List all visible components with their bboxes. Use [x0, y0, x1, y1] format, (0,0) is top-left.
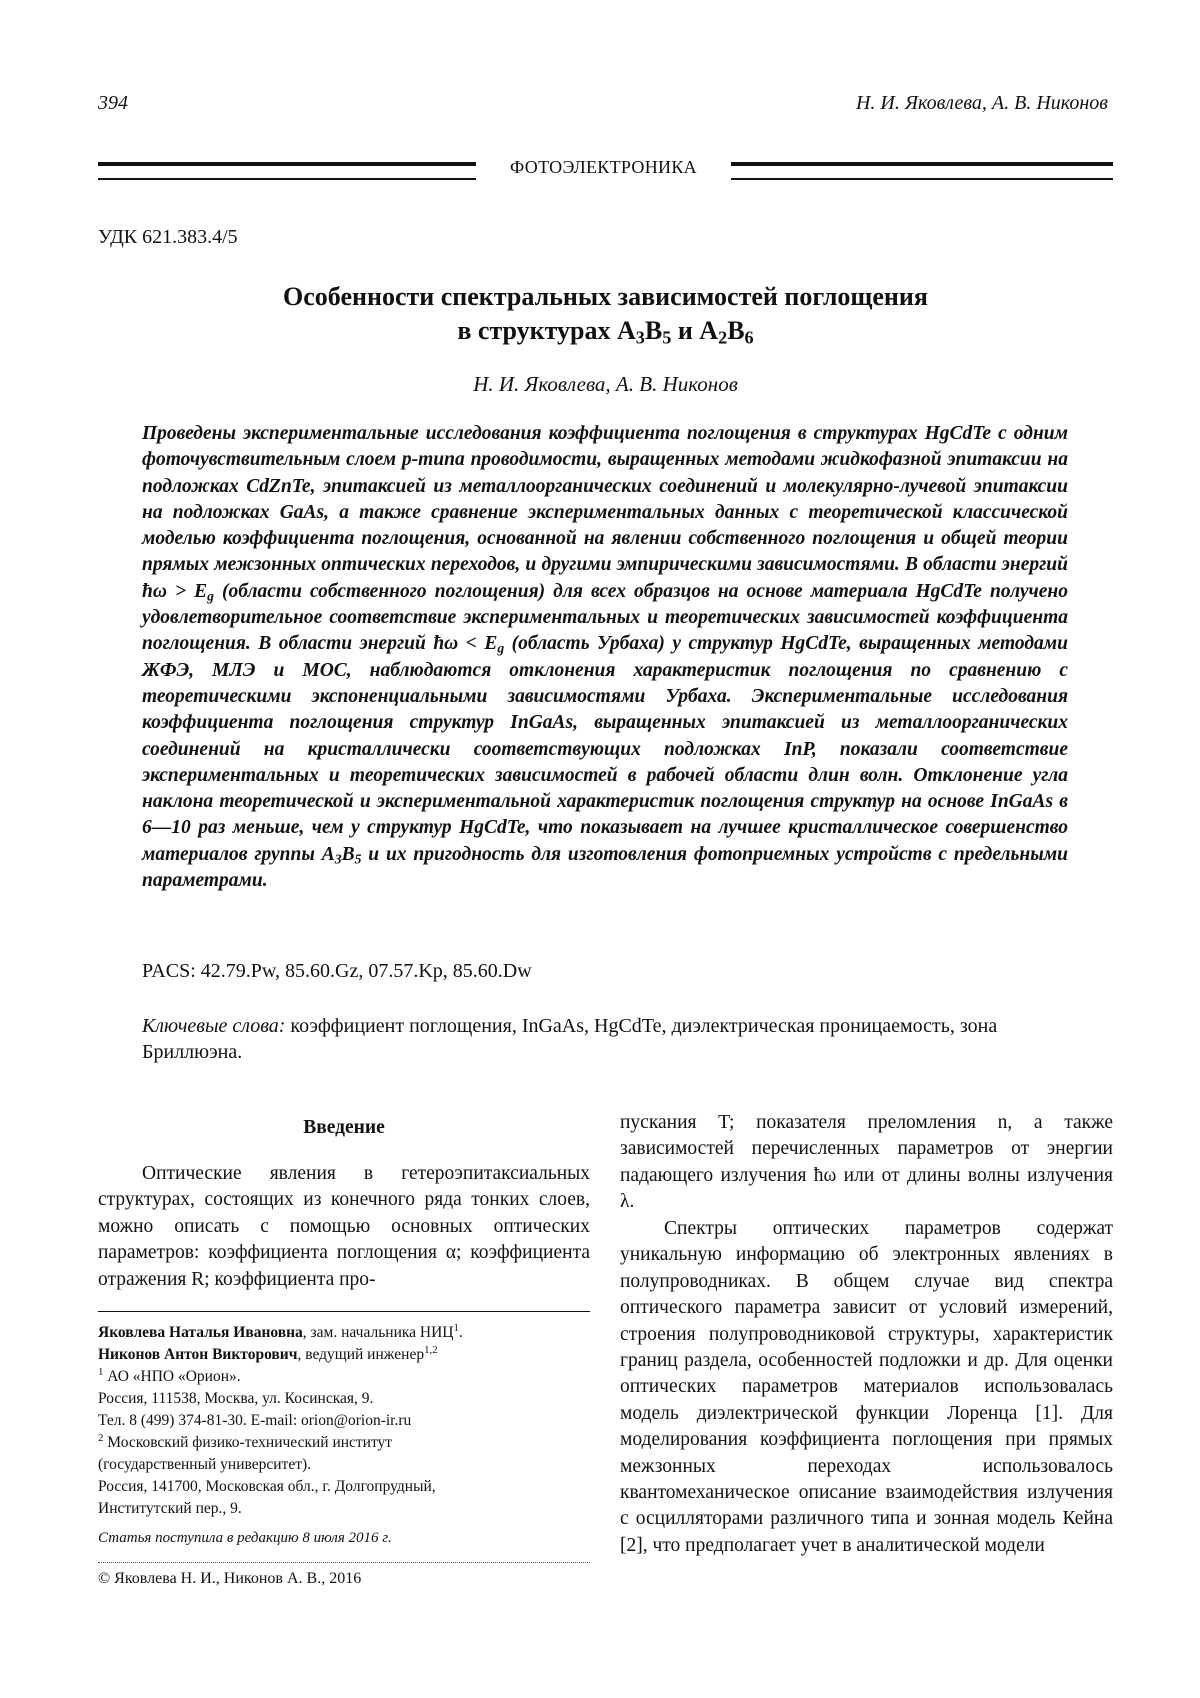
footnote-address-2: Россия, 141700, Московская обл., г. Долгопрудный, — [98, 1478, 436, 1495]
page-number: 394 — [98, 92, 128, 114]
author-footnotes — [98, 1322, 590, 1520]
received-date: Статья поступила в редакцию 8 июля 2016 г. — [98, 1530, 392, 1546]
copyright: © Яковлева Н. И., Никонов А. В., 2016 — [98, 1570, 362, 1587]
footnote-affiliation-2b: (государственный университет). — [98, 1456, 312, 1473]
running-head-authors: Н. И. Яковлева, А. В. Никонов — [855, 92, 1108, 114]
right-paragraph-1: пускания T; показателя преломления n, а также зависимостей перечисленных параметров от энергии падающего излучения ħω или от длины волны излучения λ. — [620, 1112, 1113, 1213]
footnote-author-2: Никонов Антон Викторович, ведущий инженер$^{1,2}$ — [98, 1344, 438, 1363]
footnote-address-1: Россия, 111538, Москва, ул. Косинская, 9. — [98, 1390, 374, 1407]
section-rule-right — [731, 162, 1113, 180]
abstract: Проведены экспериментальные исследования коэффициента поглощения в структурах HgCdTe с одним фоточувствительным слоем p-типа проводимости, выращенных методами жидкофазной эпитаксии на подложках CdZnTe, эпитаксией из металлоорганических соединений и молекулярно-лучевой эпитаксии на подложках GaAs, а также сравнение экспериментальных данных с теоретической классической моделью коэффициента поглощения, основанной на явлении собственного поглощения и общей теории прямых межзонных оптических переходов, и другими эмпирическими зависимостями. В области энергий ħω > $E_g$ (области собственного поглощения) для всех образцов на основе материала HgCdTe получено удовлетворительное соответствие экспериментальных и теоретических зависимостей коэффициента поглощения. В области энергий ħω < $E_g$ (область Урбаха) у структур HgCdTe, выращенных методами ЖФЭ, МЛЭ и МОС, наблюдаются отклонения характеристик поглощения по сравнению с теоретическими экспоненциальными зависимостями Урбаха. Экспериментальные исследования коэффициента поглощения структур InGaAs, выращенных эпитаксией из металлоорганических соединений на кристаллически соответствующих подложках InP, показали соответствие экспериментальных и теоретических зависимостей в рабочей области длин волн. Отклонение угла наклона теоретической и экспериментальной характеристик поглощения структур на основе InGaAs в 6—10 раз меньше, чем у структур HgCdTe, что показывает на лучшее кристаллическое совершенство материалов группы $A_3B_5$ и их пригодность для изготовления фотоприемных устройств с предельными параметрами. — [142, 423, 1068, 892]
copyright-rule — [98, 1562, 590, 1563]
footnote-address-2b: Институтский пер., 9. — [98, 1500, 242, 1517]
intro-paragraph: Оптические явления в гетероэпитаксиальных структурах, состоящих из конечного ряда тонких слоев, можно описать с помощью основных оптических параметров: коэффициента поглощения α; коэффициента отражения R; коэффициента про- — [98, 1163, 590, 1290]
keywords — [142, 1013, 1068, 1065]
footnote-rule — [98, 1311, 590, 1312]
keywords-text: коэффициент поглощения, InGaAs, HgCdTe, диэлектрическая проницаемость, зона Бриллюэна. — [142, 1015, 998, 1063]
section-name: ФОТОЭЛЕКТРОНИКА — [510, 157, 697, 177]
keywords-label: Ключевые слова: — [142, 1015, 286, 1037]
right-paragraph-2: Спектры оптических параметров содержат уникальную информацию об электронных явлениях в полупроводниках. В общем случае вид спектра оптического параметра зависит от условий измерений, строения полупроводниковой структуры, характеристик границ раздела, особенностей подложки и др. Для оценки оптических параметров материалов использовалась модель диэлектрической функции Лоренца [1]. Для моделирования коэффициента поглощения при прямых межзонных переходах использовалось квантомеханическое описание взаимодействия излучения с осцилляторами различного типа и зонная модель Кейна [2], что предполагает учет в аналитической модели — [620, 1218, 1113, 1556]
footnote-affiliation-1: $^1$ АО «НПО «Орион». — [98, 1366, 241, 1385]
udk-code: УДК 621.383.4/5 — [98, 226, 238, 248]
article-title — [98, 280, 1113, 348]
title-line-1: Особенности спектральных зависимостей поглощения — [283, 282, 928, 311]
section-rule-left — [98, 162, 476, 180]
article-authors: Н. И. Яковлева, А. В. Никонов — [473, 372, 738, 396]
footnote-affiliation-2: $^2$ Московский физико-технический институт — [98, 1432, 393, 1451]
title-line-2: в структурах $A_3B_5$ и $A_2B_6$ — [457, 316, 754, 348]
pacs-codes: PACS: 42.79.Pw, 85.60.Gz, 07.57.Kp, 85.60.Dw — [142, 960, 532, 982]
footnote-contact: Тел. 8 (499) 374-81-30. E-mail: orion@orion-ir.ru — [98, 1412, 412, 1429]
footnote-author-1: Яковлева Наталья Ивановна, зам. начальника НИЦ$^1$. — [98, 1322, 463, 1341]
intro-heading: Введение — [303, 1117, 385, 1138]
